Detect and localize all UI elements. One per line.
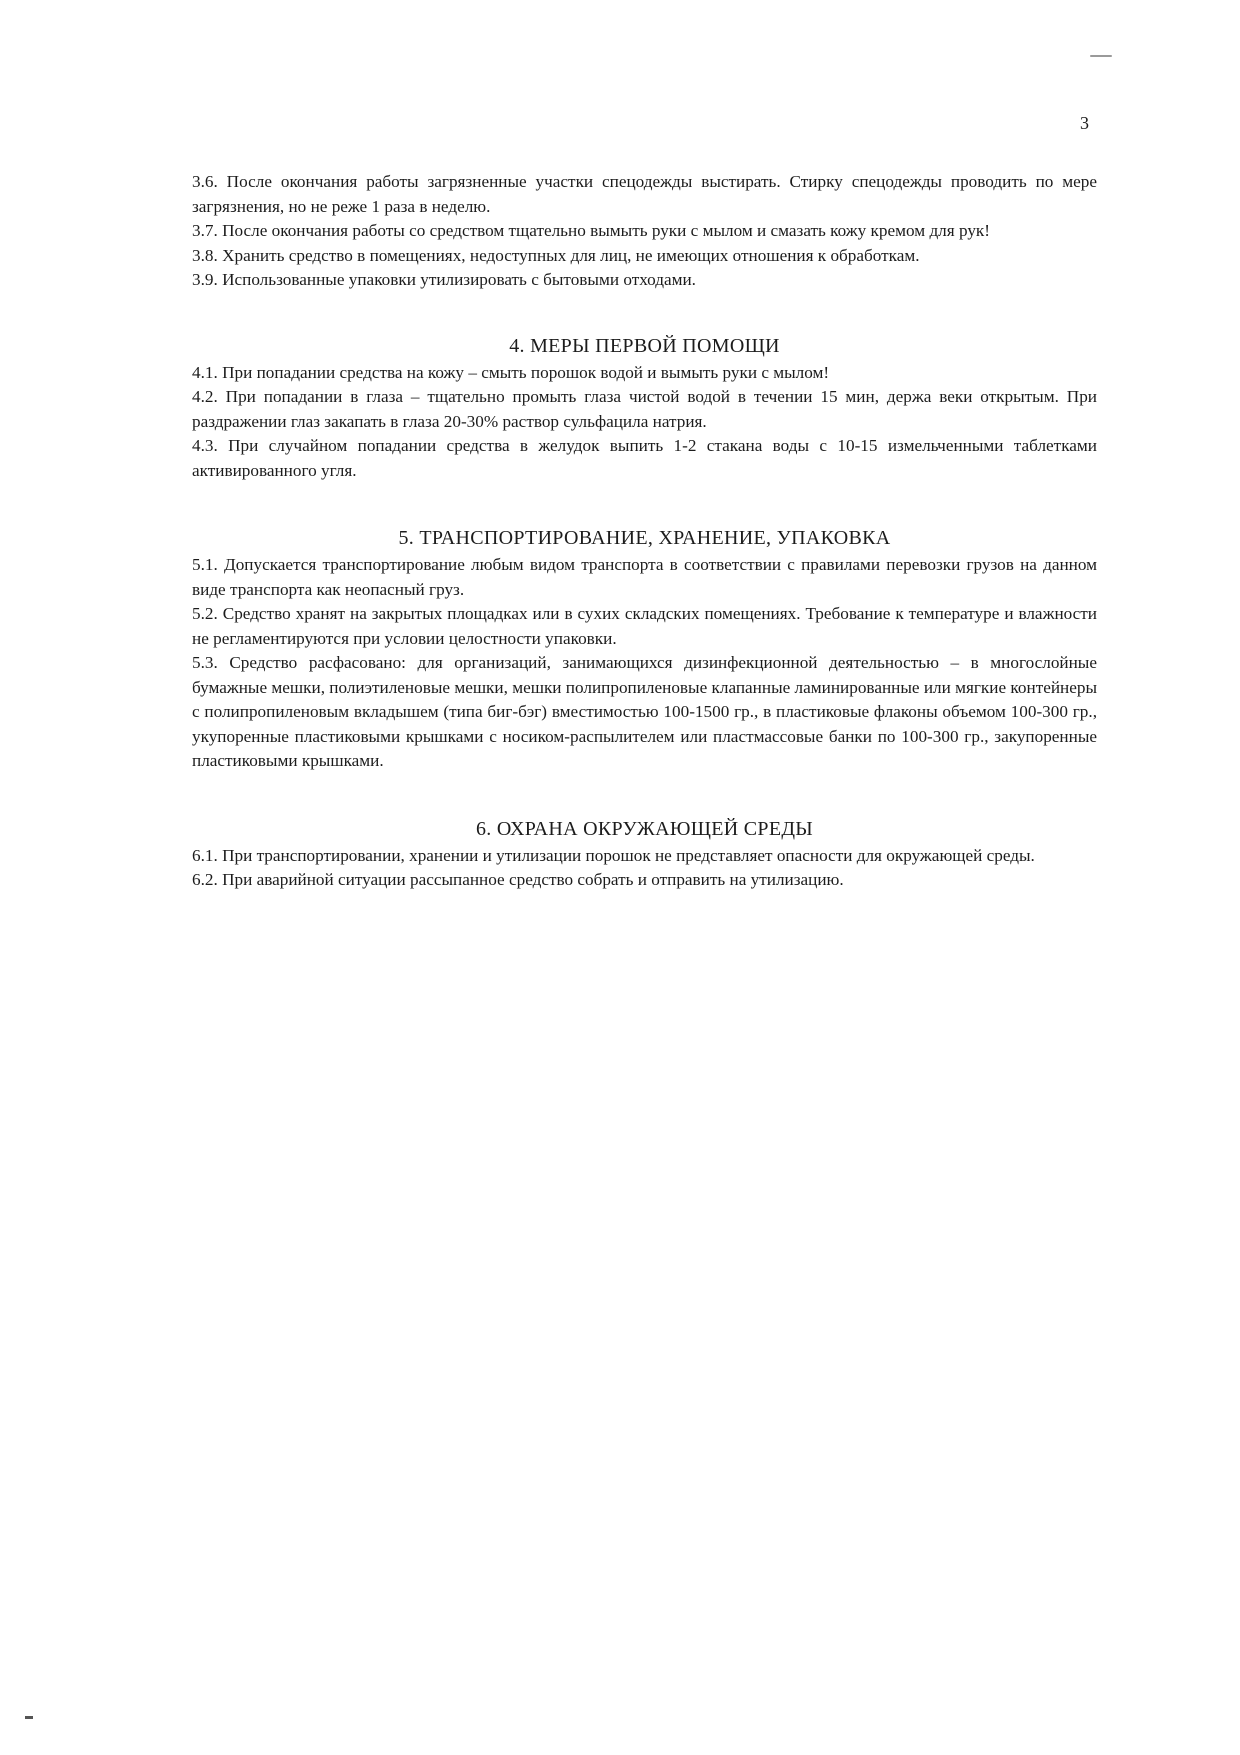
paragraph-5-2: 5.2. Средство хранят на закрытых площадках или в сухих складских помещениях. Требование к температуре и влажности не регламентируются при условии целостности упаковки. [192,604,1097,648]
paragraph-3-7: 3.7. После окончания работы со средством тщательно вымыть руки с мылом и смазать кожу кремом для рук! [192,221,990,240]
section-heading-6: 6. ОХРАНА ОКРУЖАЮЩЕЙ СРЕДЫ [475,817,814,840]
paragraph-4-1: 4.1. При попадании средства на кожу – смыть порошок водой и вымыть руки с мылом! [192,362,830,382]
spacer [192,293,1097,333]
paragraph-5-1: 5.1. Допускается транспортирование любым видом транспорта в соответствии с правилами перевозки грузов на данном виде транспорта как неопасный груз. [192,555,1097,599]
section-3-continuation [192,170,1097,293]
paragraph-6-2: 6.2. При аварийной ситуации рассыпанное средство собрать и отправить на утилизацию. [192,870,844,889]
paragraph-3-9: 3.9. Использованные упаковки утилизировать с бытовыми отходами. [192,270,696,289]
paragraph-4-3: 4.3. При случайном попадании средства в желудок выпить 1-2 стакана воды с 10-15 измельченными таблетками активированного угля. [192,436,1097,480]
document-body [192,170,1097,893]
scan-artifact [25,1716,33,1719]
section-4 [192,333,1097,484]
section-6 [192,816,1097,893]
section-heading-5: 5. ТРАНСПОРТИРОВАНИЕ, ХРАНЕНИЕ, УПАКОВКА [398,527,891,549]
paragraph-5-3: 5.3. Средство расфасовано: для организаций, занимающихся дизинфекционной деятельностью – в многослойные бумажные мешки, полиэтиленовые мешки, мешки полипропиленовые клапанные ламинированные или мягкие контейнеры с полипропиленовым вкладышем (типа биг-бэг) вместимостью 100-1500 гр., в пластиковые флаконы объемом 100-300 гр., укупоренные пластиковыми крышками с носиком-распылителем или пластмассовые банки по 100-300 гр., закупоренные пластиковыми крышками. [192,653,1097,770]
paragraph-4-2: 4.2. При попадании в глаза – тщательно промыть глаза чистой водой в течении 15 мин, держа веки открытым. При раздражении глаз закапать в глаза 20-30% раствор сульфацила натрия. [192,387,1097,431]
paragraph-6-1: 6.1. При транспортировании, хранении и утилизации порошок не представляет опасности для окружающей среды. [192,845,1035,865]
paragraph-3-6: 3.6. После окончания работы загрязненные участки спецодежды выстирать. Стирку спецодежды проводить по мере загрязнения, но не реже 1 раза в неделю. [192,172,1097,216]
spacer [192,774,1097,816]
scan-artifact [1090,55,1112,57]
section-5 [192,525,1097,774]
paragraph-3-8: 3.8. Хранить средство в помещениях, недоступных для лиц, не имеющих отношения к обработкам. [192,245,920,265]
page-number: 3 [1080,113,1089,133]
section-heading-4: 4. МЕРЫ ПЕРВОЙ ПОМОЩИ [509,334,780,357]
spacer [192,483,1097,525]
